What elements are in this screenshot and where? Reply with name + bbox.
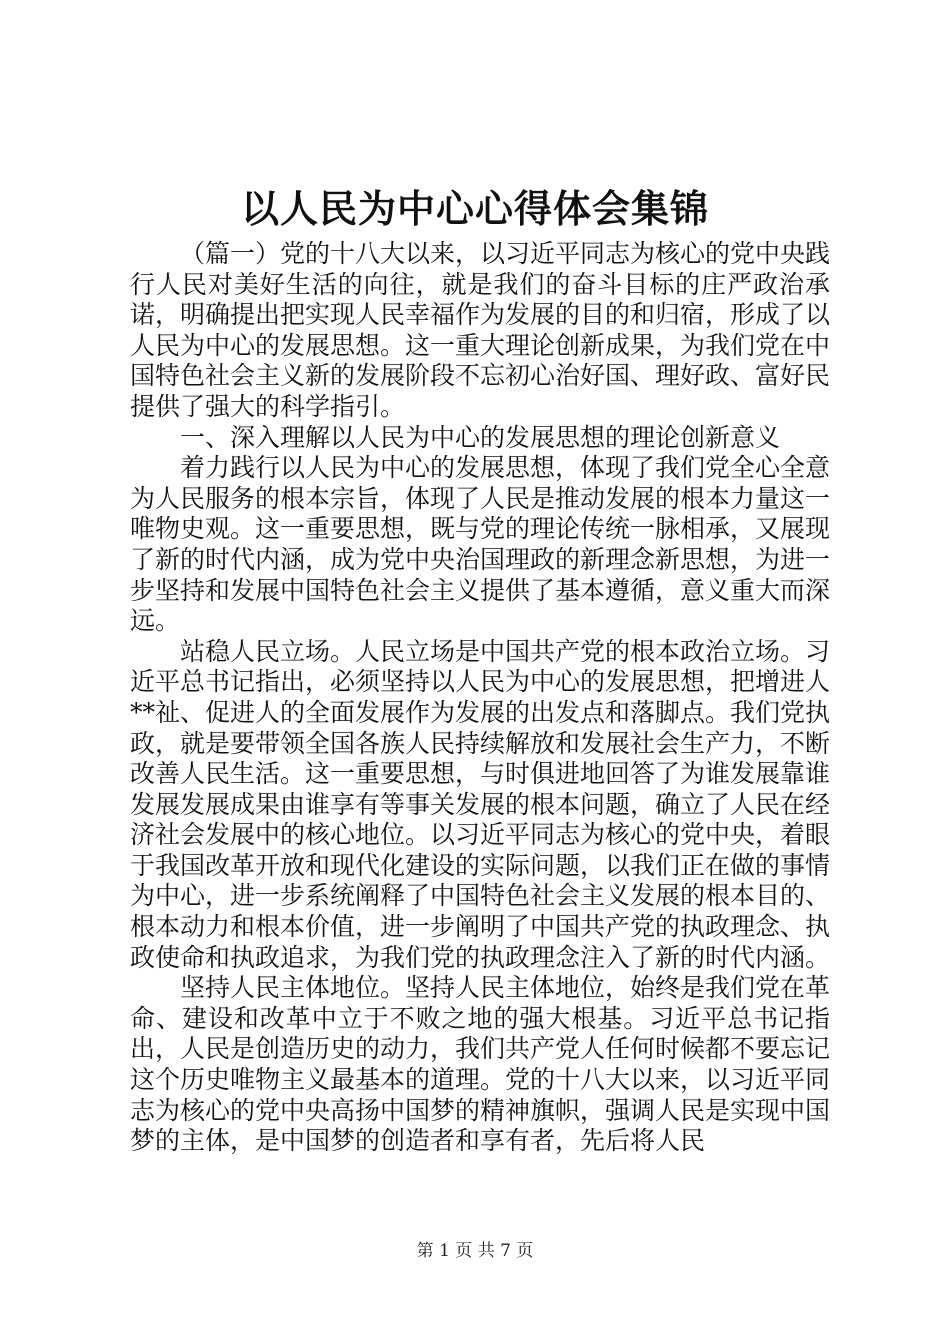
section-heading: 一、深入理解以人民为中心的发展思想的理论创新意义 xyxy=(180,422,781,452)
document-body xyxy=(130,239,830,1157)
page-footer: 第 1 页 共 7 页 xyxy=(416,1241,534,1261)
paragraph-people-stance: 站稳人民立场。人民立场是中国共产党的根本政治立场。习近平总书记指出，必须坚持以人民为中心的发展思想，把增进人**祉、促进人的全面发展作为发展的出发点和落脚点。我们党执政，就是要带领全国各族人民持续解放和发展社会生产力，不断改善人民生活。这一重要思想，与时俱进地回答了为谁发展靠谁发展发展成果由谁享有等事关发展的根本问题，确立了人民在经济社会发展中的核心地位。以习近平同志为核心的党中央，着眼于我国改革开放和现代化建设的实际问题，以我们正在做的事情为中心，进一步系统阐释了中国特色社会主义发展的根本目的、根本动力和根本价值，进一步阐明了中国共产党的执政理念、执政使命和执政追求，为我们党的执政理念注入了新的时代内涵。 xyxy=(130,636,831,972)
paragraph-people-subject: 坚持人民主体地位。坚持人民主体地位，始终是我们党在革命、建设和改革中立于不败之地的强大根基。习近平总书记指出，人民是创造历史的动力，我们共产党人任何时候都不要忘记这个历史唯物主义最基本的道理。党的十八大以来，以习近平同志为核心的党中央高扬中国梦的精神旗帜，强调人民是实现中国梦的主体，是中国梦的创造者和享有者，先后将人民 xyxy=(130,973,831,1156)
paragraph-intro: （篇一）党的十八大以来，以习近平同志为核心的党中央践行人民对美好生活的向往，就是我们的奋斗目标的庄严政治承诺，明确提出把实现人民幸福作为发展的目的和归宿，形成了以人民为中心的发展思想。这一重大理论创新成果，为我们党在中国特色社会主义新的发展阶段不忘初心治好国、理好政、富好民提供了强大的科学指引。 xyxy=(130,239,831,421)
document-title: 以人民为中心心得体会集锦 xyxy=(240,186,709,231)
paragraph-practice: 着力践行以人民为中心的发展思想，体现了我们党全心全意为人民服务的根本宗旨，体现了人民是推动发展的根本力量这一唯物史观。这一重要思想，既与党的理论传统一脉相承，又展现了新的时代内涵，成为党中央治国理政的新理念新思想，为进一步坚持和发展中国特色社会主义提供了基本遵循，意义重大而深远。 xyxy=(130,453,831,636)
